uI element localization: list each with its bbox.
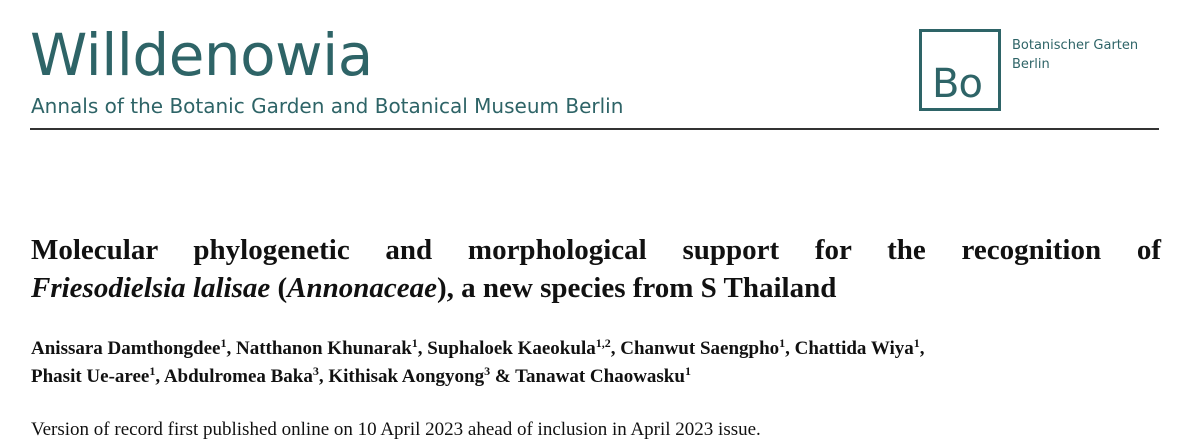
- author-separator: &: [490, 366, 516, 387]
- author-affiliation: 1: [220, 336, 227, 350]
- author-name: Tanawat Chaowasku: [515, 366, 685, 387]
- author-name: Chattida Wiya: [794, 338, 914, 359]
- author-name: Suphaloek Kaeokula: [427, 338, 596, 359]
- author-affiliation: 1: [779, 336, 786, 350]
- article-title-line-1: Molecular phylogenetic and morphological support for the recognition of: [31, 234, 1161, 266]
- journal-subtitle: Annals of the Botanic Garden and Botanical Museum Berlin: [31, 94, 624, 118]
- author-affiliation: 1: [411, 336, 418, 350]
- author-affiliation: 1,2: [595, 336, 611, 350]
- article-title: [31, 231, 1161, 307]
- author-name: Phasit Ue-aree: [31, 366, 150, 387]
- author-separator: ,: [417, 338, 428, 359]
- author-affiliation: 1: [684, 364, 691, 378]
- author-separator: ,: [785, 338, 795, 359]
- header-divider: [30, 128, 1159, 130]
- author-name: Chanwut Saengpho: [620, 338, 780, 359]
- author-name: Natthanon Khunarak: [235, 338, 412, 359]
- author-name: Anissara Damthongdee: [31, 338, 221, 359]
- bo-logo: [919, 29, 1001, 111]
- author-separator: ,: [226, 338, 236, 359]
- title-rest: ), a new species from S Thailand: [437, 272, 837, 304]
- logo-text-line-1: Botanischer Garten: [1012, 38, 1139, 53]
- version-of-record-note: Version of record first published online on 10 April 2023 ahead of inclusion in April 2023 issue.: [31, 419, 761, 440]
- author-separator: ,: [318, 366, 329, 387]
- author-line-1: [31, 335, 1166, 363]
- logo-text-line-2: Berlin: [1012, 57, 1050, 72]
- author-name: Abdulromea Baka: [163, 366, 313, 387]
- author-affiliation: 3: [484, 364, 491, 378]
- author-separator: ,: [610, 338, 621, 359]
- title-species-name: Friesodielsia lalisae: [31, 272, 271, 304]
- author-line-2: [31, 363, 1166, 391]
- author-affiliation: 3: [312, 364, 319, 378]
- author-affiliation: 1: [149, 364, 156, 378]
- logo-letters: Bo: [932, 61, 982, 107]
- article-title-line-2: [31, 269, 1161, 307]
- author-affiliation: 1: [913, 336, 920, 350]
- logo-institution-name: [1012, 36, 1182, 74]
- title-family-name: Annonaceae: [287, 272, 438, 304]
- author-name: Kithisak Aongyong: [328, 366, 485, 387]
- title-paren-open: (: [270, 272, 288, 304]
- author-separator: ,: [919, 338, 925, 359]
- author-separator: ,: [155, 366, 164, 387]
- author-list: [31, 335, 1166, 391]
- journal-title: Willdenowia: [30, 21, 373, 89]
